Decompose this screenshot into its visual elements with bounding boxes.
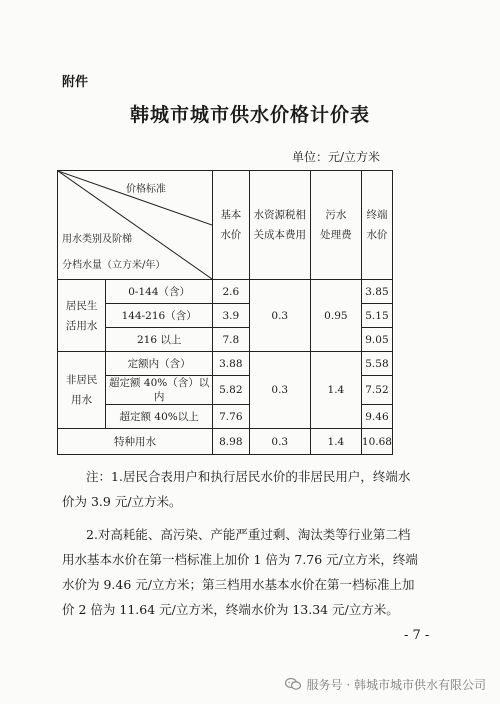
terminal-price-cell: 10.68 [361, 429, 392, 455]
resource-fee-cell: 0.3 [249, 352, 310, 429]
tier-cell: 0-144（含） [106, 280, 213, 304]
header-terminal-price: 终端 水价 [361, 171, 392, 280]
sewage-fee-cell: 1.4 [310, 429, 361, 455]
page-number: - 7 - [404, 628, 430, 643]
header-basic-price: 基本 水价 [213, 171, 250, 280]
basic-price-cell: 7.8 [213, 328, 250, 352]
annex-label: 附件 [62, 75, 89, 90]
note-2: 2.对高耗能、高污染、产能严重过剩、淘汰类等行业第二档用水基本水价在第一档标准上加价 1 倍为 7.76 元/立方米，终端水价为 9.46 元/立方米；第三档用水基本水价在第一档标准上加价 2 倍为 11.64 元/立方米，终端水价为 13.34 元/立方米。 [62, 527, 418, 617]
terminal-price-cell: 9.05 [361, 328, 392, 352]
note-1: 注：1.居民合表用户和执行居民水价的非居民用户，终端水价为 3.9 元/立方米。 [62, 469, 411, 509]
corner-category: 用水类别及阶梯 [62, 234, 132, 245]
tier-cell: 144-216（含） [106, 304, 213, 328]
sewage-fee-cell: 0.95 [310, 280, 361, 352]
tier-cell: 216 以上 [106, 328, 213, 352]
basic-price-cell: 5.82 [213, 376, 250, 405]
tier-cell: 定额内（含） [106, 352, 213, 376]
basic-price-cell: 3.88 [213, 352, 250, 376]
terminal-price-cell: 5.15 [361, 304, 392, 328]
price-table [57, 170, 393, 455]
terminal-price-cell: 9.46 [361, 405, 392, 429]
corner-price-standard: 价格标准 [126, 184, 166, 195]
unit-label: 单位：元/立方米 [292, 150, 381, 164]
table-row [58, 352, 393, 376]
resource-fee-cell: 0.3 [249, 280, 310, 352]
special-category-cell: 特种用水 [58, 429, 213, 455]
footer-text: 服务号 · 韩城市城市供水有限公司 [306, 677, 486, 692]
notes-section [62, 464, 422, 622]
table-header-row [58, 171, 393, 280]
header-sewage-fee: 污水 处理费 [310, 171, 361, 280]
non-residential-category-cell: 非居民 用水 [58, 352, 106, 429]
page-title: 韩城市城市供水价格计价表 [129, 104, 370, 126]
table-row [58, 280, 393, 304]
wechat-icon [285, 678, 301, 690]
basic-price-cell: 3.9 [213, 304, 250, 328]
basic-price-cell: 8.98 [213, 429, 250, 455]
header-corner-cell [58, 171, 213, 280]
resource-fee-cell: 0.3 [249, 429, 310, 455]
residential-category-cell: 居民生 活用水 [58, 280, 106, 352]
tier-cell: 超定额 40%（含）以内 [106, 376, 213, 405]
terminal-price-cell: 3.85 [361, 280, 392, 304]
tier-cell: 超定额 40%以上 [106, 405, 213, 429]
basic-price-cell: 7.76 [213, 405, 250, 429]
sewage-fee-cell: 1.4 [310, 352, 361, 429]
watermark-footer [0, 672, 500, 696]
table-row [58, 429, 393, 455]
corner-volume: 分档水量（立方米/年） [62, 260, 166, 271]
terminal-price-cell: 7.52 [361, 376, 392, 405]
header-resource-fee: 水资源税相 关成本费用 [249, 171, 310, 280]
terminal-price-cell: 5.58 [361, 352, 392, 376]
basic-price-cell: 2.6 [213, 280, 250, 304]
